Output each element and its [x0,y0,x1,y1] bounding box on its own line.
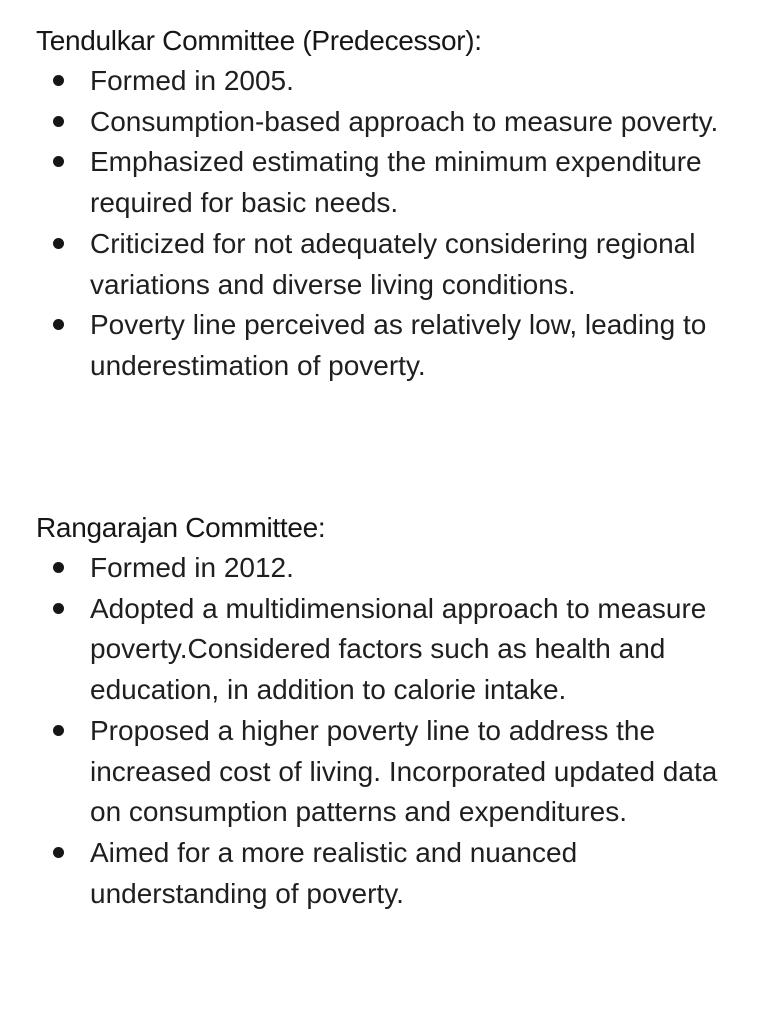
bullet-icon [53,75,64,86]
bullet-icon [53,562,64,573]
list-item [36,102,736,143]
list-item [36,711,736,833]
section-tendulkar-committee [36,21,736,387]
bullet-icon [53,116,64,127]
list-item [36,305,736,386]
section-heading: Rangarajan Committee: [36,512,326,543]
list-item-text: Adopted a multidimensional approach to measure poverty.Considered factors such as health and education, in addition to calorie intake. [90,592,707,706]
list-item-text: Formed in 2012. [90,552,294,583]
list-item-text: Formed in 2005. [90,65,294,96]
list-item-text: Poverty line perceived as relatively low, leading to underestimation of poverty. [90,309,707,381]
list-item [36,589,736,711]
list-item [36,224,736,305]
list-item-text: Aimed for a more realistic and nuanced understanding of poverty. [90,836,578,909]
bullet-icon [53,603,64,614]
bullet-list [36,61,736,387]
list-item [36,833,736,914]
list-item [36,61,736,102]
list-item-text: Emphasized estimating the minimum expenditure required for basic needs. [90,146,702,219]
list-item-text: Proposed a higher poverty line to address the increased cost of living. Incorporated updated data on consumption patterns and expenditures. [90,714,718,828]
list-item-text: Criticized for not adequately considering regional variations and diverse living conditions. [90,227,696,300]
bullet-icon [53,725,64,736]
list-item [36,142,736,223]
bullet-list [36,548,736,914]
section-rangarajan-committee [36,508,736,914]
list-item [36,548,736,589]
bullet-icon [53,847,64,858]
bullet-icon [53,238,64,249]
list-item-text: Consumption-based approach to measure poverty. [90,105,719,137]
bullet-icon [53,156,64,167]
bullet-icon [53,319,64,330]
section-heading: Tendulkar Committee (Predecessor): [36,25,482,56]
